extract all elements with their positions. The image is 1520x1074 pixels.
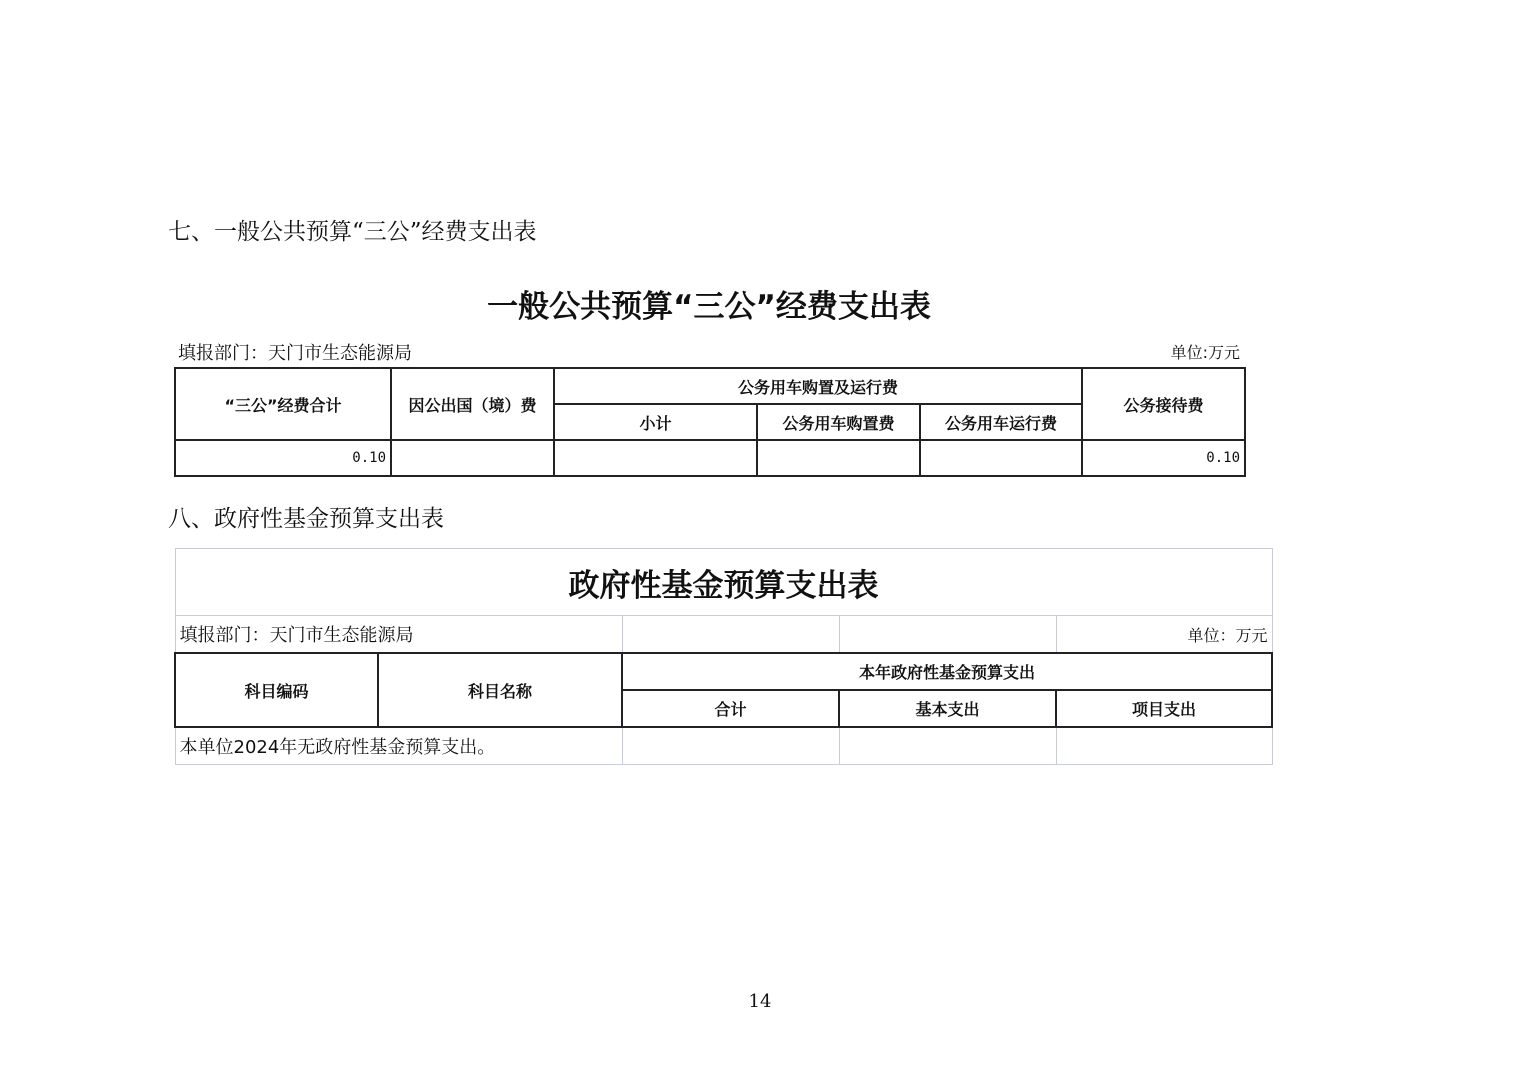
sangong-unit-label: 单位:万元 bbox=[1170, 343, 1240, 362]
header-abroad: 因公出国（境）费 bbox=[391, 368, 554, 440]
table-row bbox=[175, 727, 1272, 765]
gov-fund-dept-label: 填报部门：天门市生态能源局 bbox=[175, 616, 622, 654]
header-subtotal: 小计 bbox=[554, 404, 757, 440]
empty-cell bbox=[839, 616, 1056, 654]
sangong-table-title: 一般公共预算“三公”经费支出表 bbox=[487, 289, 931, 325]
empty-cell bbox=[622, 616, 839, 654]
header-subject-name: 科目名称 bbox=[378, 653, 622, 727]
page-number: 14 bbox=[748, 991, 772, 1012]
header-vehicle-group: 公务用车购置及运行费 bbox=[554, 368, 1082, 404]
section-8-heading: 八、政府性基金预算支出表 bbox=[168, 506, 444, 532]
cell-abroad bbox=[391, 440, 554, 476]
empty-cell bbox=[622, 727, 839, 765]
table-row bbox=[175, 440, 1245, 476]
gov-fund-table-title: 政府性基金预算支出表 bbox=[175, 549, 1272, 616]
header-fund-project: 项目支出 bbox=[1056, 690, 1272, 727]
header-vehicle-operation: 公务用车运行费 bbox=[920, 404, 1082, 440]
sangong-dept-label: 填报部门：天门市生态能源局 bbox=[178, 343, 412, 364]
empty-cell bbox=[839, 727, 1056, 765]
cell-vehicle-operation bbox=[920, 440, 1082, 476]
gov-fund-table bbox=[174, 548, 1273, 765]
cell-sangong-total: 0.10 bbox=[175, 440, 391, 476]
cell-vehicle-purchase bbox=[757, 440, 920, 476]
gov-fund-unit-label: 单位：万元 bbox=[1056, 616, 1272, 654]
gov-fund-note: 本单位2024年无政府性基金预算支出。 bbox=[175, 727, 622, 765]
sangong-table bbox=[174, 367, 1246, 477]
header-reception: 公务接待费 bbox=[1082, 368, 1245, 440]
header-subject-code: 科目编码 bbox=[175, 653, 378, 727]
cell-reception: 0.10 bbox=[1082, 440, 1245, 476]
empty-cell bbox=[1056, 727, 1272, 765]
header-sangong-total: “三公”经费合计 bbox=[175, 368, 391, 440]
header-fund-group: 本年政府性基金预算支出 bbox=[622, 653, 1272, 690]
header-fund-basic: 基本支出 bbox=[839, 690, 1056, 727]
cell-subtotal bbox=[554, 440, 757, 476]
header-fund-total: 合计 bbox=[622, 690, 839, 727]
section-7-heading: 七、一般公共预算“三公”经费支出表 bbox=[168, 219, 537, 245]
header-vehicle-purchase: 公务用车购置费 bbox=[757, 404, 920, 440]
